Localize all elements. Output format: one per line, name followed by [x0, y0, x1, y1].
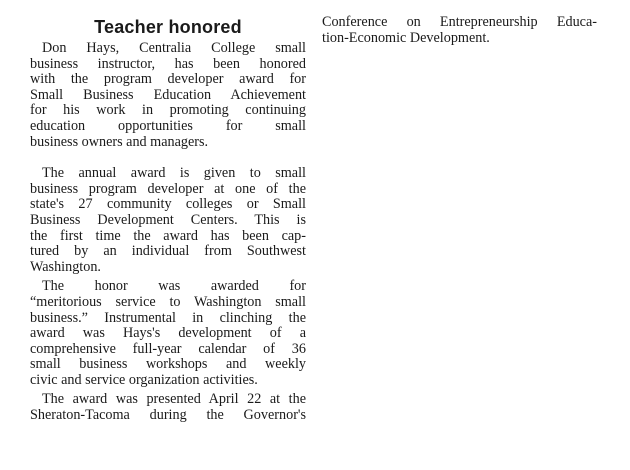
text-line: “meritorious service to Washington small — [30, 293, 306, 310]
paragraph-2 — [30, 166, 306, 275]
text-line: Business Development Centers. This is — [30, 211, 306, 228]
text-line: Don Hays, Centralia College small — [42, 40, 306, 56]
text-line: Sheraton-Tacoma during the Governor's — [30, 407, 306, 424]
left-column — [30, 0, 306, 424]
text-line: Washington. — [30, 258, 101, 275]
text-line: business owners and managers. — [30, 133, 209, 150]
text-line: state's 27 community colleges or Small — [30, 196, 306, 213]
text-line: business program developer at one of the — [30, 180, 306, 197]
text-line: with the program developer award for — [30, 71, 306, 88]
text-line: civic and service organization activities. — [30, 371, 258, 388]
paragraph-spacer — [30, 150, 306, 166]
text-line: tion-Economic Development. — [322, 29, 490, 46]
text-line: tured by an individual from Southwest — [30, 243, 306, 260]
article-headline: Teacher honored — [94, 17, 242, 37]
text-line: business instructor, has been honored — [30, 55, 306, 72]
paragraph-1 — [30, 41, 306, 150]
text-line: business.” Instrumental in clinching the — [30, 309, 306, 326]
text-line: The honor was awarded for — [42, 278, 306, 295]
text-line: Small Business Education Achievement — [30, 86, 306, 103]
text-line: the first time the award has been cap- — [30, 227, 306, 244]
text-line: small business workshops and weekly — [30, 356, 306, 373]
continuation-paragraph — [322, 15, 597, 46]
text-line: award was Hays's development of a — [30, 325, 306, 342]
paragraph-4 — [30, 392, 306, 423]
paragraph-3 — [30, 279, 306, 388]
right-column — [322, 0, 597, 46]
text-line: The award was presented April 22 at the — [42, 391, 306, 408]
text-line: The annual award is given to small — [42, 165, 306, 182]
text-line: for his work in promoting continuing — [30, 102, 306, 119]
text-line: comprehensive full-year calendar of 36 — [30, 340, 306, 357]
text-line: Conference on Entrepreneurship Educa- — [322, 14, 597, 30]
text-line: education opportunities for small — [30, 117, 306, 134]
